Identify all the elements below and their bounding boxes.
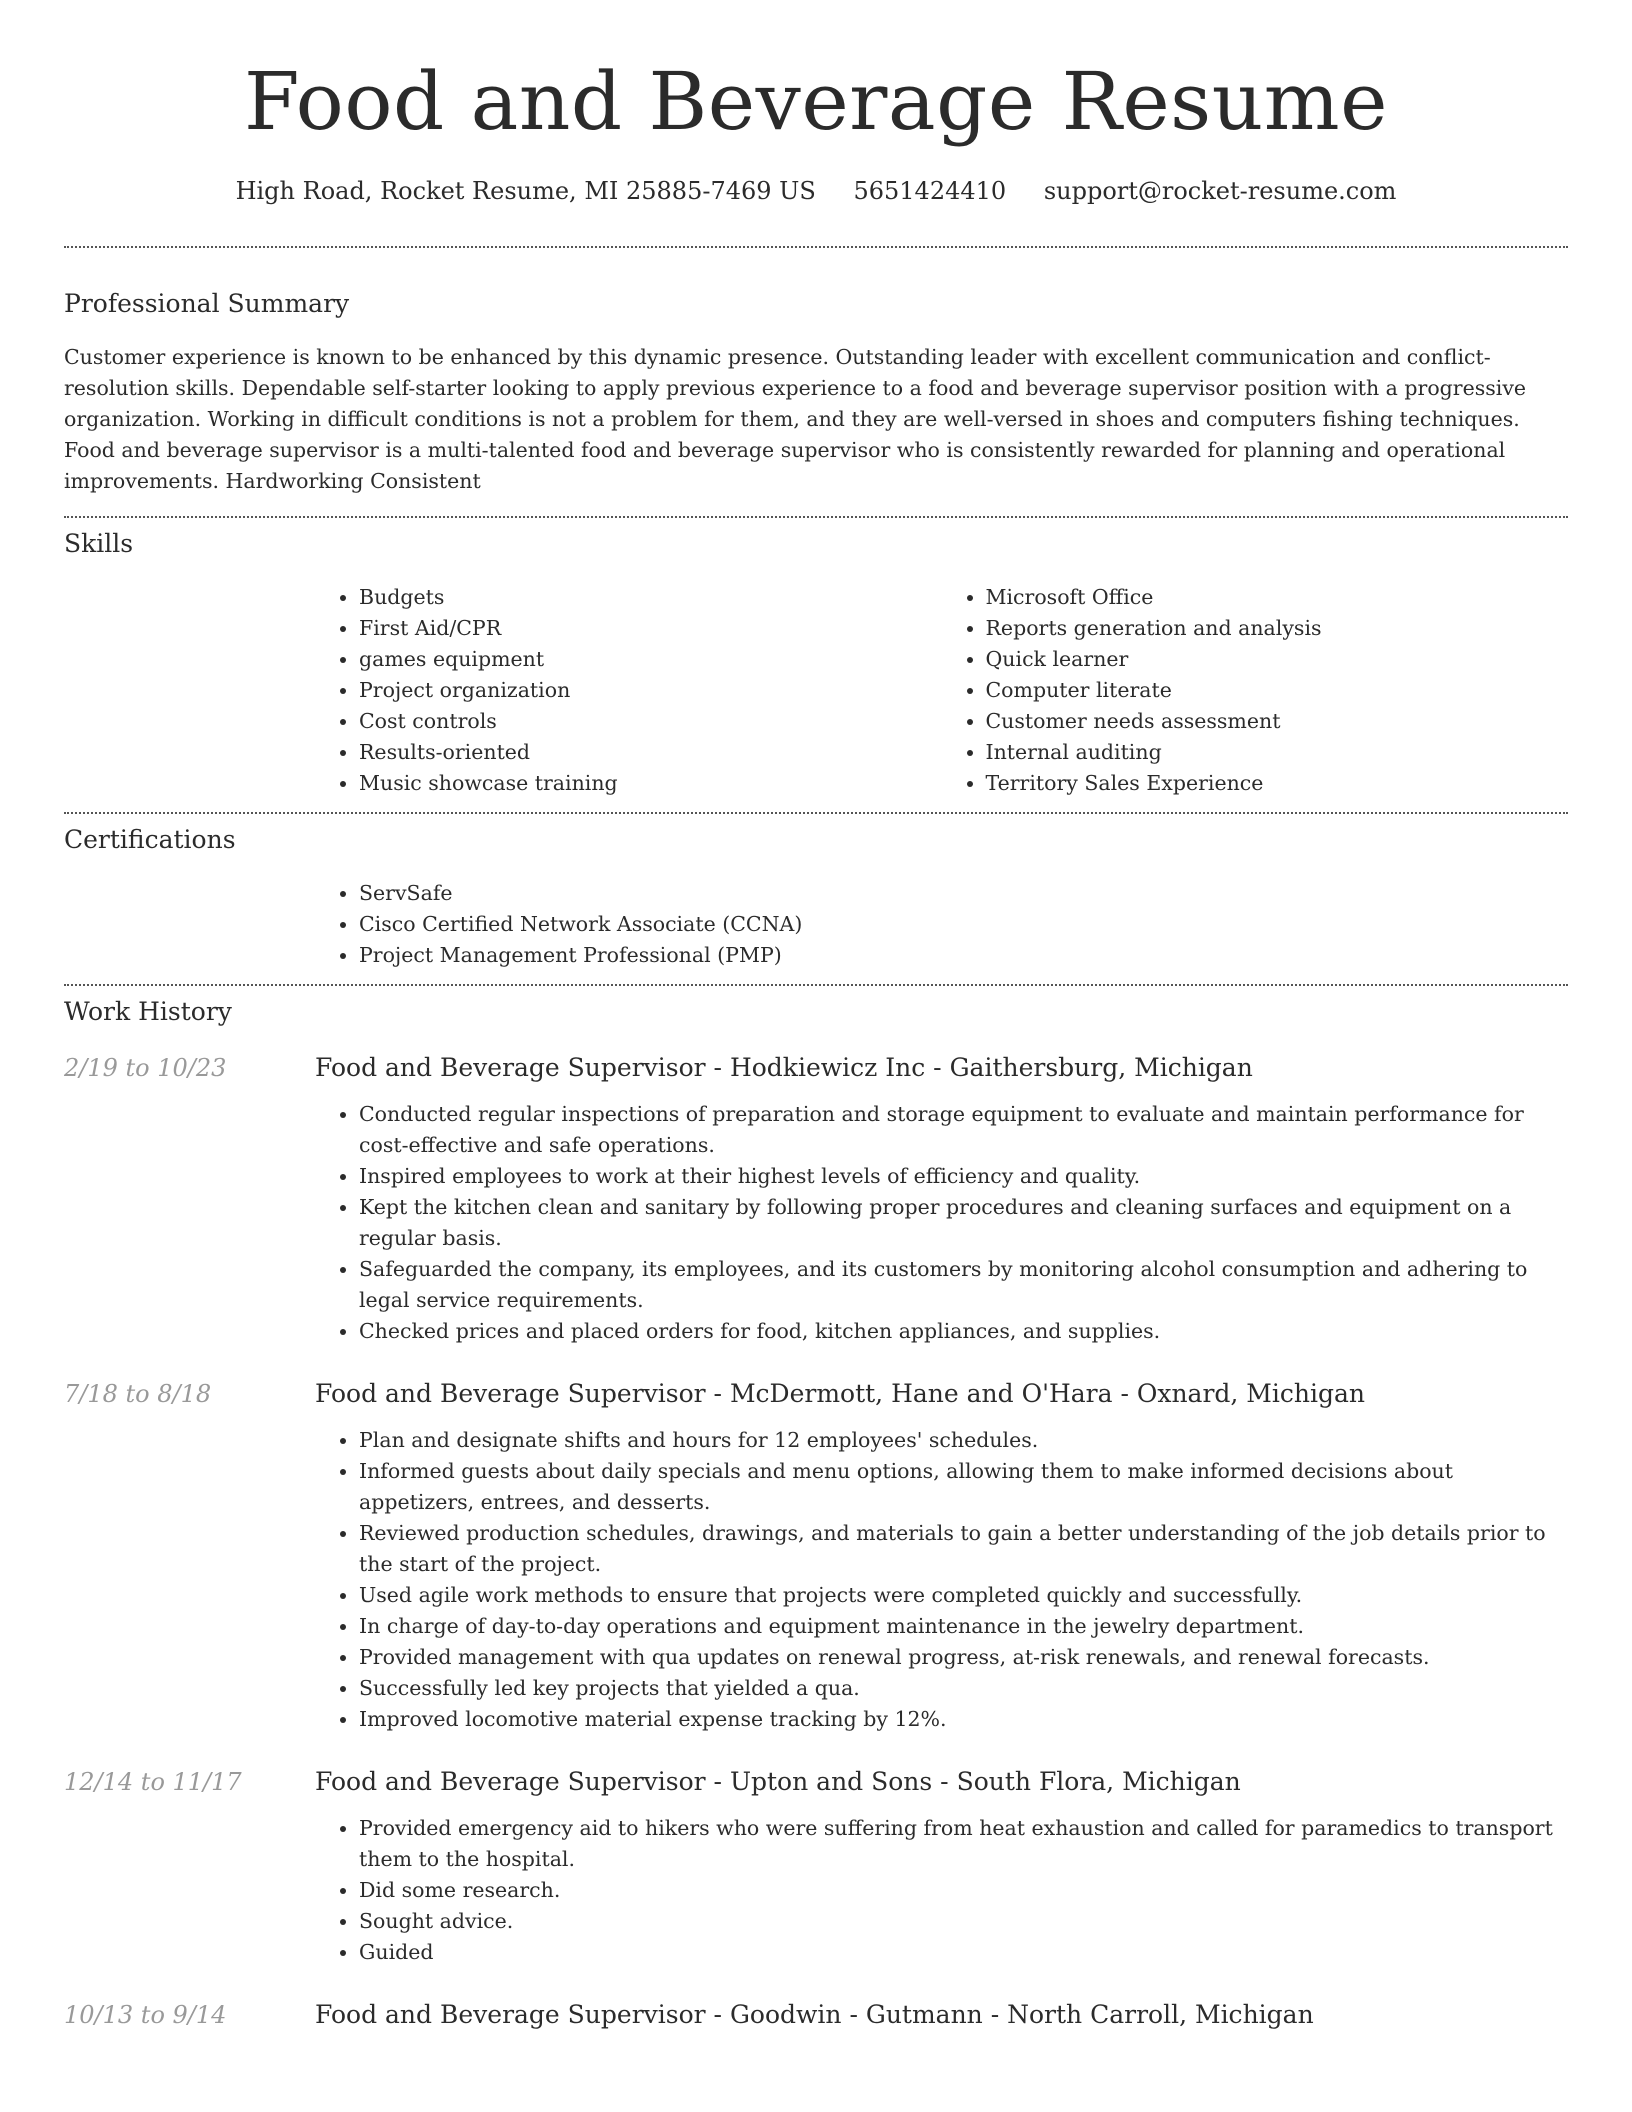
summary-text: Customer experience is known to be enhanced by this dynamic presence. Outstanding leader with excellent communication and conflict-resolution skills. Dependable self-starter looking to apply previous experience to a food and beverage supervisor position with a progressive organization. Working in difficult conditions is not a problem for them, and they are well-versed in shoes and computers fishing techniques. Food and beverage supervisor is a multi-talented food and beverage supervisor who is consistently rewarded for planning and operational improvements. Hardworking Consistent [64, 345, 1527, 493]
job-bullet: • Provided management with qua updates on renewal progress, at-risk renewals, and renewal forecasts. [359, 1642, 1568, 1673]
contact-phone: 5651424410 [853, 177, 1007, 205]
job-bullet: • Reviewed production schedules, drawings, and materials to gain a better understanding of the job details prior to the start of the project. [359, 1518, 1568, 1580]
job-bullet: • Inspired employees to work at their highest levels of efficiency and quality. [359, 1161, 1568, 1192]
job-bullet: • Used agile work methods to ensure that projects were completed quickly and successfully. [359, 1580, 1568, 1611]
section-title-summary: Professional Summary [64, 289, 350, 318]
section-title-skills: Skills [64, 529, 134, 558]
skill-item: • games equipment [359, 644, 942, 675]
job-bullet: • Kept the kitchen clean and sanitary by following proper procedures and cleaning surfaces and equipment on a regular basis. [359, 1192, 1568, 1254]
job-bullet: • Did some research. [359, 1875, 1568, 1906]
resume-page [64, 0, 1568, 2032]
skill-item: • Cost controls [359, 706, 942, 737]
job-bullet: • Sought advice. [359, 1906, 1568, 1937]
job-header [64, 1765, 1568, 1799]
job-bullets [315, 1099, 1568, 1347]
section-title-work-history: Work History [64, 997, 232, 1026]
job-date: 12/14 to 11/17 [64, 1768, 242, 1796]
job-bullet: • Guided [359, 1937, 1568, 1968]
job-bullet: • Safeguarded the company, its employees, and its customers by monitoring alcohol consumption and adhering to legal service requirements. [359, 1254, 1568, 1316]
skill-item: • Territory Sales Experience [986, 768, 1569, 799]
certification-item: • ServSafe [359, 878, 1568, 909]
job-header [64, 1051, 1568, 1085]
certifications-list [315, 878, 1568, 971]
job-title: Food and Beverage Supervisor - McDermott, Hane and O'Hara - Oxnard, Michigan [315, 1379, 1365, 1408]
skill-item: • Project organization [359, 675, 942, 706]
certification-item: • Cisco Certified Network Associate (CCNA) [359, 909, 1568, 940]
skill-item: • Budgets [359, 582, 942, 613]
job-entry [64, 1765, 1568, 1968]
job-bullets [315, 1813, 1568, 1968]
job-title: Food and Beverage Supervisor - Goodwin - Gutmann - North Carroll, Michigan [315, 2000, 1314, 2029]
job-bullet: • Plan and designate shifts and hours for 12 employees' schedules. [359, 1425, 1568, 1456]
divider [64, 984, 1568, 986]
job-title: Food and Beverage Supervisor - Hodkiewicz Inc - Gaithersburg, Michigan [315, 1053, 1253, 1082]
skills-column-right [942, 582, 1569, 799]
job-bullet: • Successfully led key projects that yielded a qua. [359, 1673, 1568, 1704]
contact-line [64, 174, 1568, 208]
job-entry [64, 1051, 1568, 1347]
skill-item: • Reports generation and analysis [986, 613, 1569, 644]
skill-item: • Computer literate [986, 675, 1569, 706]
skill-item: • Results-oriented [359, 737, 942, 768]
contact-email: support@rocket-resume.com [1043, 177, 1397, 205]
skill-item: • Music showcase training [359, 768, 942, 799]
skill-item: • Customer needs assessment [986, 706, 1569, 737]
job-date: 10/13 to 9/14 [64, 2001, 227, 2029]
skill-item: • Microsoft Office [986, 582, 1569, 613]
skill-item: • Internal auditing [986, 737, 1569, 768]
contact-address: High Road, Rocket Resume, MI 25885-7469 US [235, 177, 816, 205]
job-entry [64, 1998, 1568, 2032]
job-bullets [315, 1425, 1568, 1735]
job-bullet: • In charge of day-to-day operations and equipment maintenance in the jewelry department. [359, 1611, 1568, 1642]
job-entry [64, 1377, 1568, 1735]
skills-column-left [315, 582, 942, 799]
skill-item: • First Aid/CPR [359, 613, 942, 644]
resume-title: Food and Beverage Resume [244, 55, 1388, 148]
job-header [64, 1998, 1568, 2032]
skills-list [315, 582, 1568, 799]
job-bullet: • Checked prices and placed orders for food, kitchen appliances, and supplies. [359, 1316, 1568, 1347]
divider [64, 246, 1568, 248]
skill-item: • Quick learner [986, 644, 1569, 675]
job-title: Food and Beverage Supervisor - Upton and Sons - South Flora, Michigan [315, 1767, 1241, 1796]
job-date: 2/19 to 10/23 [64, 1054, 227, 1082]
divider [64, 812, 1568, 814]
job-bullet: • Informed guests about daily specials and menu options, allowing them to make informed decisions about appetizers, entrees, and desserts. [359, 1456, 1568, 1518]
certification-item: • Project Management Professional (PMP) [359, 940, 1568, 971]
job-header [64, 1377, 1568, 1411]
job-date: 7/18 to 8/18 [64, 1380, 212, 1408]
job-bullet: • Provided emergency aid to hikers who were suffering from heat exhaustion and called for paramedics to transport them to the hospital. [359, 1813, 1568, 1875]
divider [64, 516, 1568, 518]
job-bullet: • Improved locomotive material expense tracking by 12%. [359, 1704, 1568, 1735]
section-title-certifications: Certifications [64, 825, 236, 854]
job-bullet: • Conducted regular inspections of preparation and storage equipment to evaluate and maintain performance for cost-effective and safe operations. [359, 1099, 1568, 1161]
